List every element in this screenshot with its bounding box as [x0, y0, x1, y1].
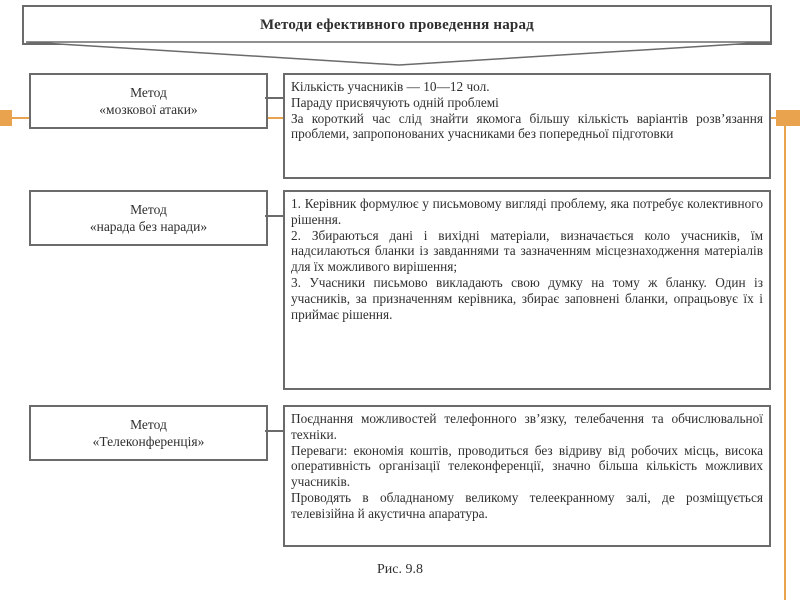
- diagram-title: Методи ефективного проведення нарад: [260, 16, 534, 33]
- description-box-meeting-without-meeting: [283, 190, 771, 390]
- method-label: Метод: [130, 85, 167, 100]
- method-label: Метод: [130, 417, 167, 432]
- description-line: 2. Збираються дані і вихідні матеріали, визначається коло учасників, їм надсилаються бланки із завданнями та зазначенням місцезнаходження матеріалів для їх можливого вирішення;: [291, 227, 763, 275]
- description-line: 3. Учасники письмово викладають свою думку на тому ж бланку. Один із учасників, за призначенням керівника, збирає заповнені бланки, опрацьовує їх і приймає рішення.: [291, 274, 763, 322]
- connector-line: [265, 430, 284, 432]
- description-line: Проводять в обладнаному великому телеекранному залі, де розміщується телевізійна й акустична апаратура.: [291, 489, 763, 521]
- description-line: 1. Керівник формулює у письмовому вигляді проблему, яка потребує колективного рішення.: [291, 196, 763, 227]
- description-line: За короткий час слід знайти якомога більшу кількість варіантів розв’язання проблеми, запропонованих учасниками без попередньої підготовки: [291, 110, 763, 142]
- connector-line: [265, 215, 284, 217]
- accent-side-rule: [784, 126, 786, 600]
- method-box-meeting-without-meeting: [29, 190, 268, 246]
- title-box: [22, 5, 772, 45]
- description-box-brainstorm: [283, 73, 771, 179]
- method-name: «нарада без наради»: [89, 219, 208, 234]
- method-name: «Телеконференція»: [92, 434, 205, 449]
- description-line: Переваги: економія коштів, проводиться без відриву від робочих місць, висока оперативність організації телеконференції, значно більша кількість можливих учасників.: [291, 442, 763, 490]
- accent-rule-right-block: [776, 110, 800, 126]
- method-box-brainstorm: [29, 73, 268, 129]
- method-name: «мозкової атаки»: [99, 102, 198, 117]
- description-line: Кількість учасників — 10—12 чол.: [291, 79, 490, 94]
- down-arrow-connector: [14, 41, 784, 67]
- connector-line: [265, 97, 284, 99]
- accent-rule-left-block: [0, 110, 12, 126]
- description-line: Поєднання можливостей телефонного зв’язку, телебачення та обчислювальної техніки.: [291, 411, 763, 442]
- figure-caption: Рис. 9.8: [377, 562, 423, 577]
- method-box-teleconference: [29, 405, 268, 461]
- description-line: Параду присвячують одній проблемі: [291, 94, 499, 110]
- method-label: Метод: [130, 202, 167, 217]
- description-box-teleconference: [283, 405, 771, 547]
